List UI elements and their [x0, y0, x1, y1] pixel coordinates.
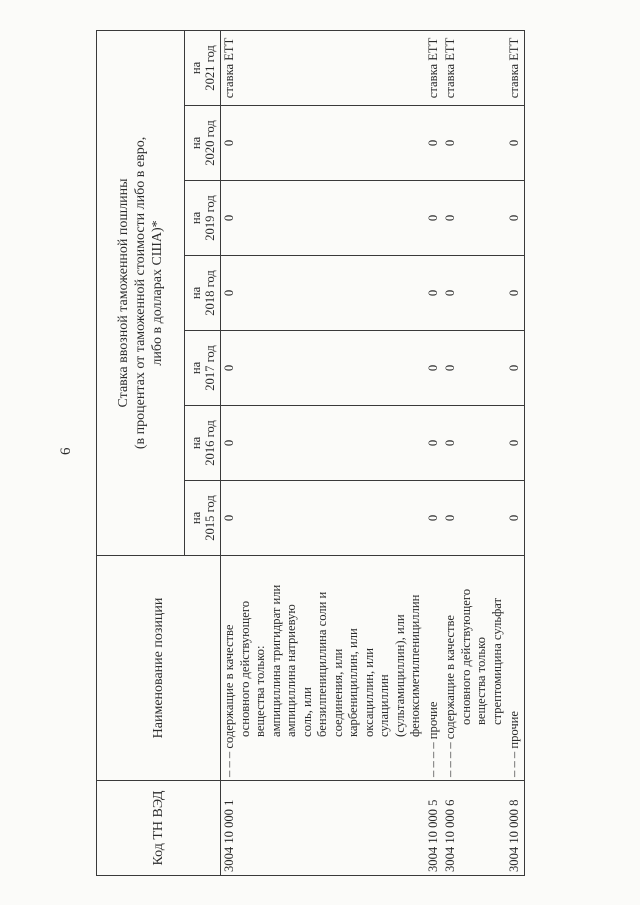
header-rate-title-line-1: Ставка ввозной таможенной пошлины	[116, 178, 131, 408]
header-year-6	[185, 30, 221, 105]
row-rate-4: 0	[506, 181, 524, 256]
page-number: 6	[58, 447, 74, 455]
row-name-line: – – – прочие	[507, 710, 521, 777]
header-year-2	[185, 331, 221, 406]
row-rate-0: 0	[506, 481, 524, 556]
header-year-prefix: на	[188, 211, 203, 225]
rotated-page-content	[96, 31, 534, 876]
header-year-label: 2016 год	[202, 420, 217, 466]
row-name	[442, 556, 506, 781]
header-year-label: 2021 год	[202, 45, 217, 91]
header-rate-title	[97, 30, 185, 555]
row-name	[506, 556, 524, 781]
header-year-0	[185, 481, 221, 556]
header-year-label: 2019 год	[202, 195, 217, 241]
row-rate-4: 0	[442, 181, 506, 256]
row-rate-5: 0	[425, 106, 443, 181]
header-year-label: 2018 год	[202, 270, 217, 316]
row-name-line: ампициллина натриевую	[284, 604, 298, 737]
table-row	[221, 30, 425, 875]
row-name	[221, 556, 425, 781]
row-rate-2: 0	[221, 331, 425, 406]
row-rate-3: 0	[221, 256, 425, 331]
header-year-prefix: на	[188, 361, 203, 375]
row-name-line: соединения, или	[330, 648, 345, 737]
row-rate-6: ставка ЕТТ	[221, 30, 425, 105]
row-name-line: – – – – содержащие в качестве	[443, 615, 457, 777]
row-rate-6: ставка ЕТТ	[442, 30, 506, 105]
row-code: 3004 10 000 1	[221, 781, 425, 876]
header-year-label: 2020 год	[202, 120, 217, 166]
row-rate-1: 0	[221, 406, 425, 481]
header-name: Наименование позиции	[97, 556, 221, 781]
row-rate-6: ставка ЕТТ	[506, 30, 524, 105]
header-year-prefix: на	[188, 286, 203, 300]
row-name-line: феноксиметилпенициллин	[408, 594, 422, 737]
row-rate-0: 0	[425, 481, 443, 556]
header-rate-title-line-3: либо в долларах США)*	[150, 220, 165, 366]
row-rate-2: 0	[442, 331, 506, 406]
header-year-5	[185, 106, 221, 181]
header-year-3	[185, 256, 221, 331]
row-name-line: оксациллин, или	[361, 647, 376, 737]
header-year-4	[185, 181, 221, 256]
row-name-line: – – – – прочие	[425, 701, 440, 777]
row-name	[425, 556, 443, 781]
header-year-1	[185, 406, 221, 481]
row-rate-6: ставка ЕТТ	[425, 30, 443, 105]
header-code: Код ТН ВЭД	[97, 781, 221, 876]
row-rate-5: 0	[221, 106, 425, 181]
row-name-line: основного действующего	[237, 600, 252, 737]
header-year-label: 2017 год	[202, 345, 217, 391]
header-year-label: 2015 год	[202, 495, 217, 541]
row-rate-2: 0	[425, 331, 443, 406]
row-rate-3: 0	[506, 256, 524, 331]
row-rate-4: 0	[221, 181, 425, 256]
row-name-line: основного действующего	[458, 588, 473, 725]
row-name-line: вещества только	[474, 637, 488, 725]
tariff-table	[96, 30, 525, 876]
row-rate-3: 0	[425, 256, 443, 331]
table-row	[425, 30, 443, 875]
header-year-prefix: на	[188, 136, 203, 150]
table-row	[442, 30, 506, 875]
header-year-prefix: на	[188, 436, 203, 450]
row-rate-2: 0	[506, 331, 524, 406]
row-name-line: – – – содержащие в качестве	[222, 624, 236, 777]
row-name-line: сулациллин	[377, 674, 391, 737]
row-rate-0: 0	[442, 481, 506, 556]
row-code: 3004 10 000 5	[425, 781, 443, 876]
row-name-line: стрептомицина сульфат	[489, 597, 504, 725]
row-rate-5: 0	[506, 106, 524, 181]
row-name-line: (сультамициллин), или	[392, 614, 407, 737]
row-name-line: вещества только:	[253, 645, 267, 737]
table-row	[506, 30, 524, 875]
row-code: 3004 10 000 8	[506, 781, 524, 876]
row-rate-4: 0	[425, 181, 443, 256]
row-rate-1: 0	[442, 406, 506, 481]
row-code: 3004 10 000 6	[442, 781, 506, 876]
row-rate-1: 0	[425, 406, 443, 481]
row-name-line: карбенициллин, или	[346, 628, 360, 737]
row-name-line: ампициллина тригидрат или	[268, 584, 283, 737]
header-rate-title-line-2: (в процентах от таможенной стоимости либо в евро,	[133, 136, 148, 450]
row-rate-5: 0	[442, 106, 506, 181]
row-name-line: бензилпенициллина соли и	[315, 591, 329, 737]
row-name-line: соль, или	[299, 687, 314, 737]
row-rate-0: 0	[221, 481, 425, 556]
row-rate-3: 0	[442, 256, 506, 331]
header-year-prefix: на	[188, 61, 203, 75]
header-year-prefix: на	[188, 511, 203, 525]
row-rate-1: 0	[506, 406, 524, 481]
